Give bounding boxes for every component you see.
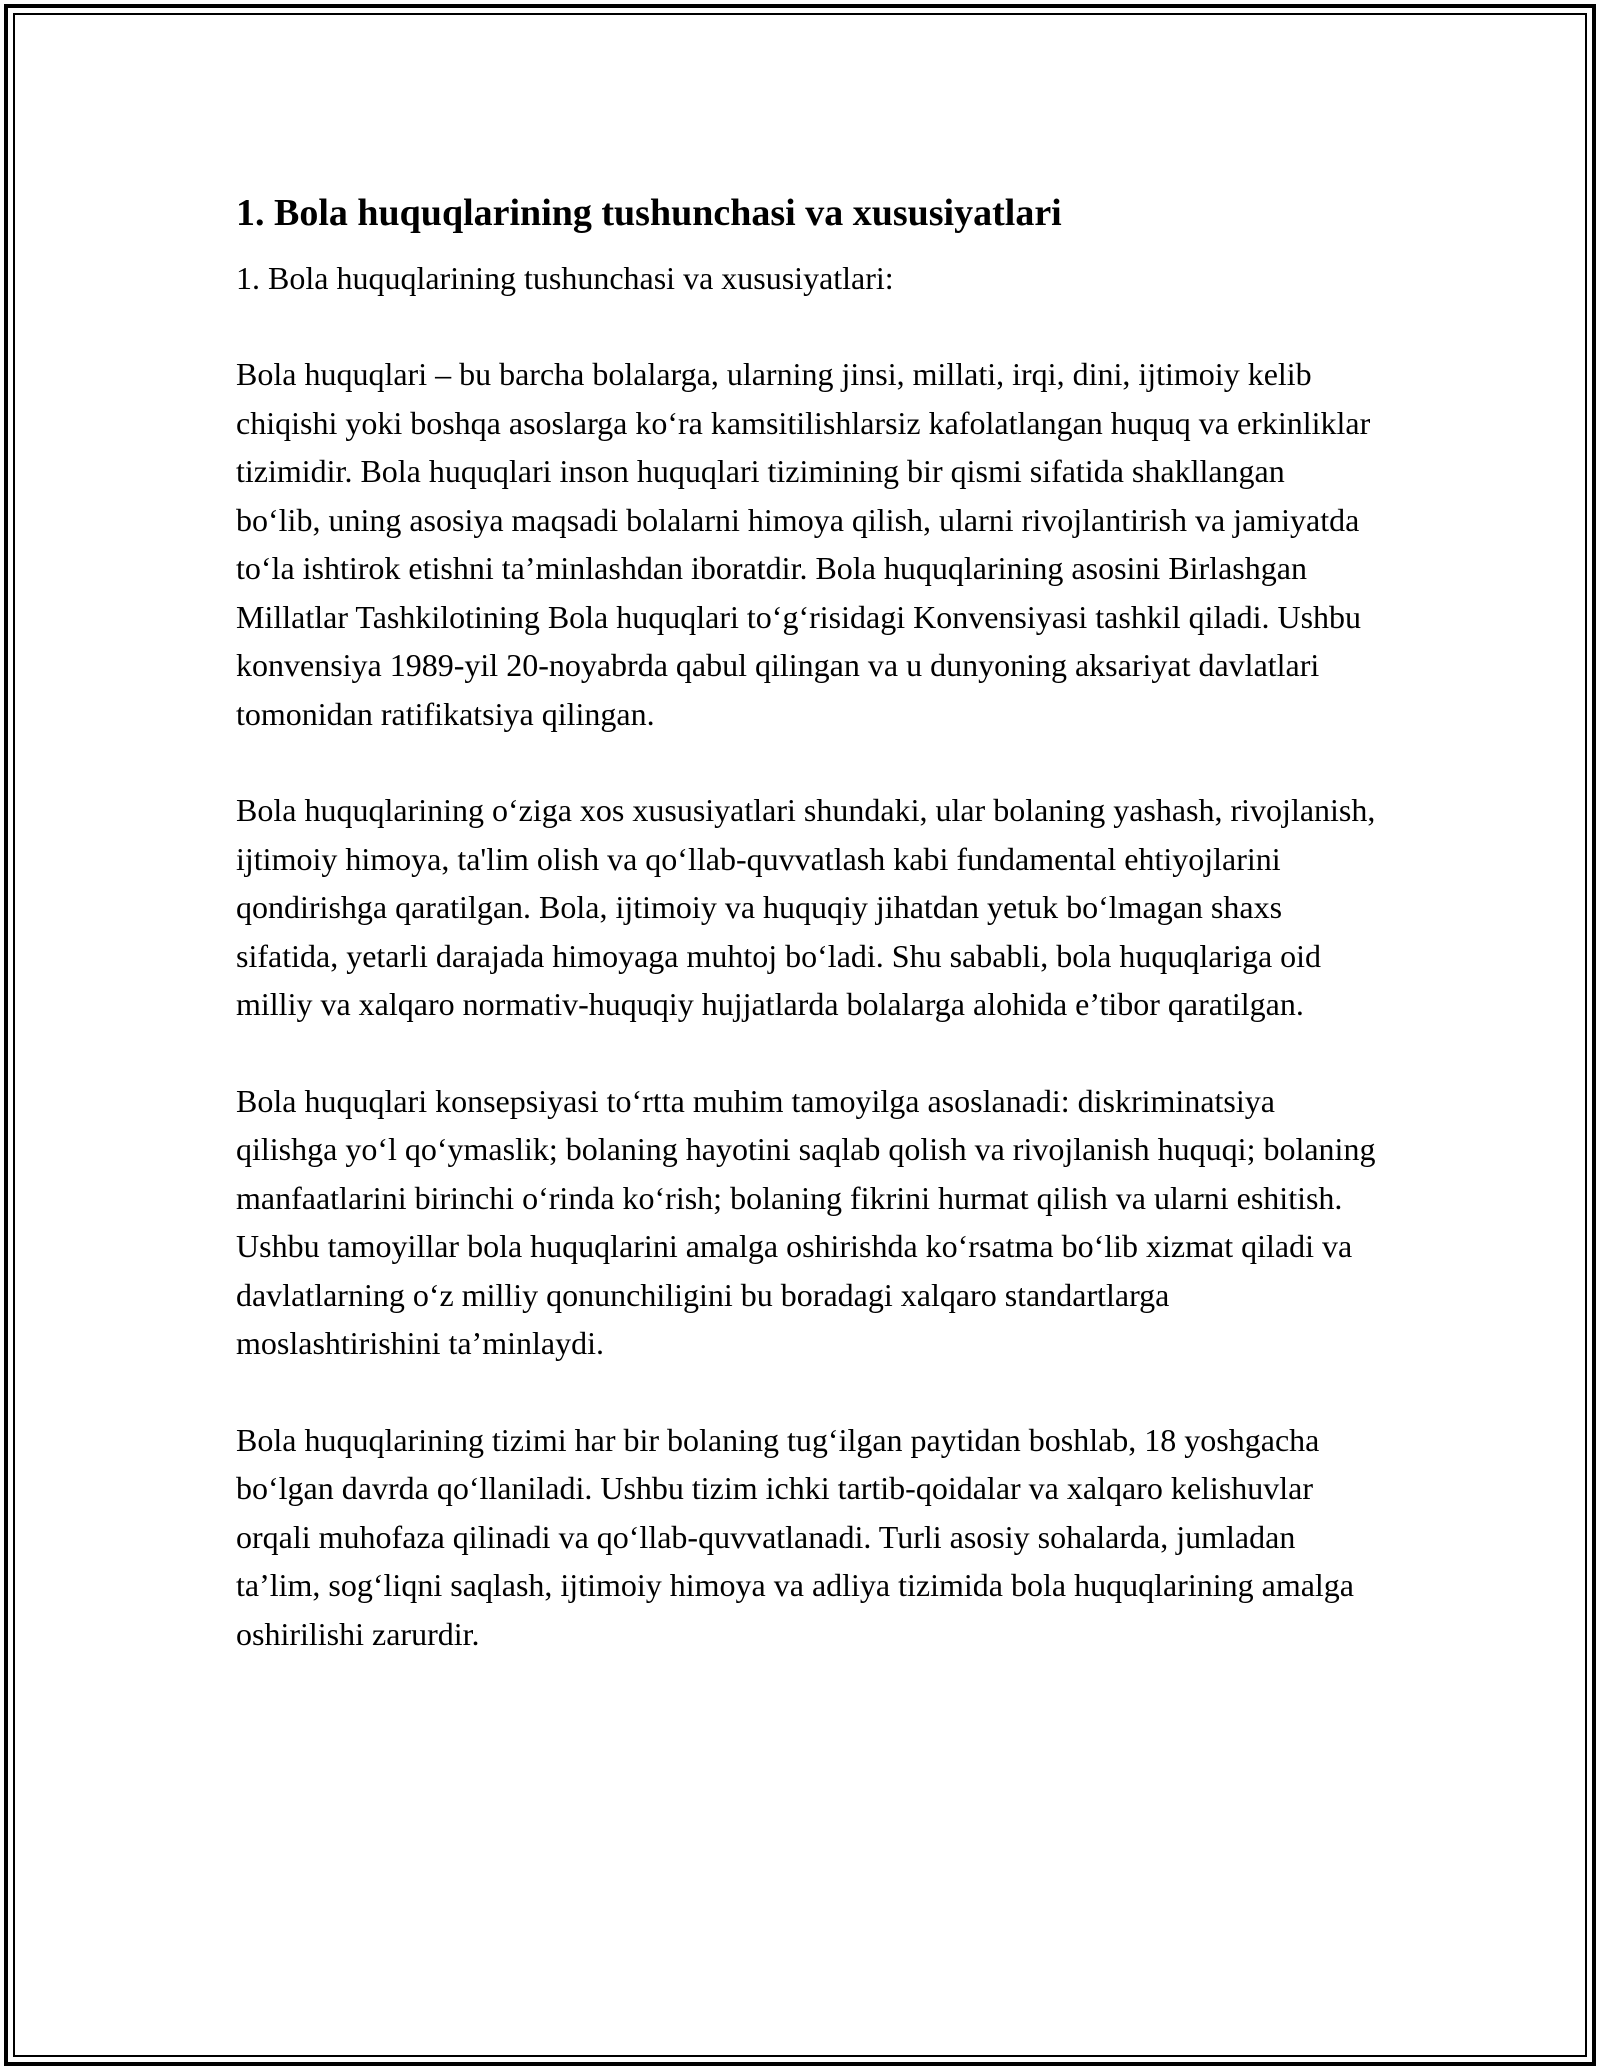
document-subtitle: 1. Bola huquqlarining tushunchasi va xususiyatlari:	[236, 260, 894, 296]
document-body	[236, 188, 1376, 1706]
document-title: 1. Bola huquqlarining tushunchasi va xususiyatlari	[236, 192, 1062, 234]
paragraph-1: Bola huquqlari – bu barcha bolalarga, ularning jinsi, millati, irqi, dini, ijtimoiy kelib chiqishi yoki boshqa asoslarga koʻra kamsitilishlarsiz kafolatlangan huquq va erkinliklar tizimidir. Bola huquqlari inson huquqlari tizimining bir qismi sifatida shakllangan boʻlib, uning asosiya maqsadi bolalarni himoya qilish, ularni rivojlantirish va jamiyatda toʻla ishtirok etishni ta’minlashdan iboratdir. Bola huquqlarining asosini Birlashgan Millatlar Tashkilotining Bola huquqlari toʻgʻrisidagi Konvensiyasi tashkil qiladi. Ushbu konvensiya 1989-yil 20-noyabrda qabul qilingan va u dunyoning aksariyat davlatlari tomonidan ratifikatsiya qilingan.	[236, 356, 1371, 732]
paragraph-2: Bola huquqlarining oʻziga xos xususiyatlari shundaki, ular bolaning yashash, rivojlanish, ijtimoiy himoya, ta'lim olish va qoʻllab-quvvatlash kabi fundamental ehtiyojlarini qondirishga qaratilgan. Bola, ijtimoiy va huquqiy jihatdan yetuk boʻlmagan shaxs sifatida, yetarli darajada himoyaga muhtoj boʻladi. Shu sababli, bola huquqlariga oid milliy va xalqaro normativ-huquqiy hujjatlarda bolalarga alohida e’tibor qaratilgan.	[236, 792, 1376, 1022]
paragraph-4: Bola huquqlarining tizimi har bir bolaning tugʻilgan paytidan boshlab, 18 yoshgacha boʻlgan davrda qoʻllaniladi. Ushbu tizim ichki tartib-qoidalar va xalqaro kelishuvlar orqali muhofaza qilinadi va qoʻllab-quvvatlanadi. Turli asosiy sohalarda, jumladan ta’lim, sogʻliqni saqlash, ijtimoiy himoya va adliya tizimida bola huquqlarining amalga oshirilishi zarurdir.	[236, 1421, 1354, 1652]
paragraph-3: Bola huquqlari konsepsiyasi toʻrtta muhim tamoyilga asoslanadi: diskriminatsiya qilishga yoʻl qoʻymaslik; bolaning hayotini saqlab qolish va rivojlanish huquqi; bolaning manfaatlarini birinchi oʻrinda koʻrish; bolaning fikrini hurmat qilish va ularni eshitish. Ushbu tamoyillar bola huquqlarini amalga oshirishda koʻrsatma boʻlib xizmat qiladi va davlatlarning oʻz milliy qonunchiligini bu boradagi xalqaro standartlarga moslashtirishini ta’minlaydi.	[236, 1082, 1376, 1361]
